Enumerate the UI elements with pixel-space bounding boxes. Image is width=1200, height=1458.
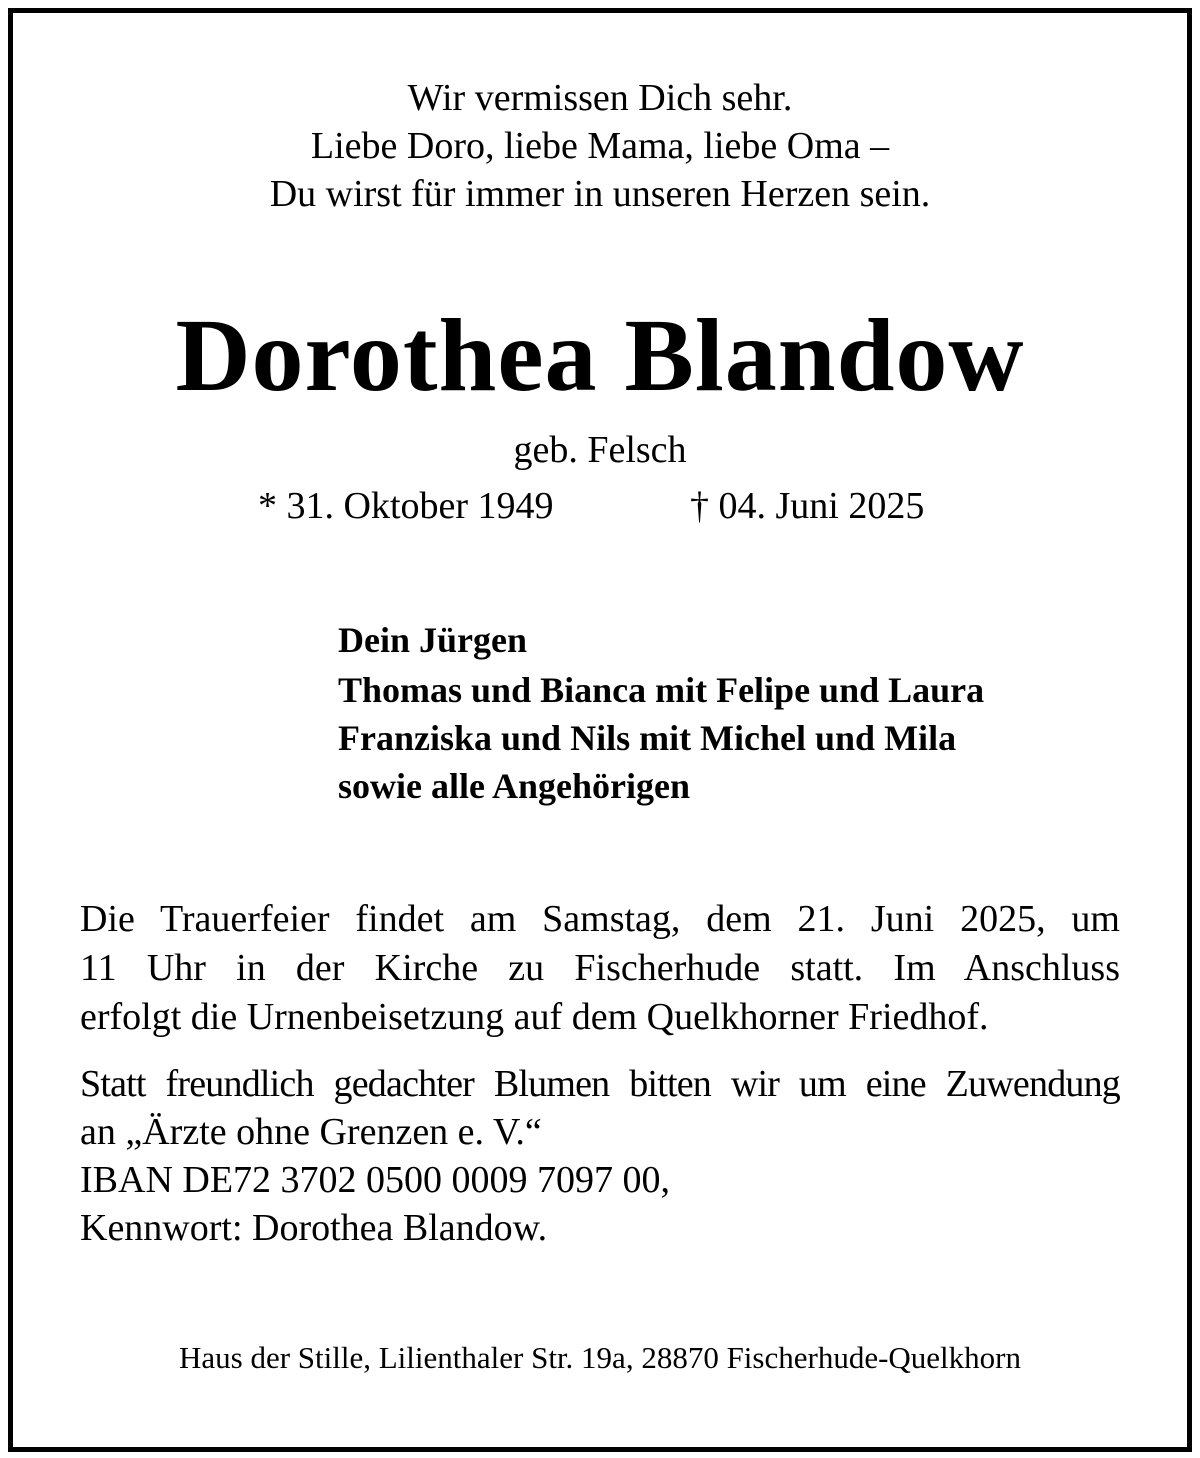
- service-line-2: 11 Uhr in der Kirche zu Fischerhude statt. Im Anschluss: [80, 947, 1120, 989]
- mourner-line-1: Dein Jürgen: [338, 620, 527, 660]
- maiden-name: geb. Felsch: [513, 429, 687, 471]
- service-line-1: Die Trauerfeier findet am Samstag, dem 21. Juni 2025, um: [80, 898, 1120, 940]
- donation-line-1: Statt freundlich gedachter Blumen bitten wir um eine Zuwendung: [80, 1063, 1120, 1105]
- footer-address: Haus der Stille, Lilienthaler Str. 19a, 28870 Fischerhude-Quelkhorn: [179, 1340, 1021, 1375]
- quote-line-3: Du wirst für immer in unseren Herzen sein.: [269, 173, 931, 215]
- quote-line-1: Wir vermissen Dich sehr.: [407, 77, 793, 119]
- death-date: † 04. Juni 2025: [690, 485, 925, 527]
- donation-iban: IBAN DE72 3702 0500 0009 7097 00,: [80, 1159, 671, 1201]
- mourner-line-4: sowie alle Angehörigen: [338, 766, 690, 806]
- birth-date: * 31. Oktober 1949: [258, 485, 554, 527]
- mourner-line-2: Thomas und Bianca mit Felipe und Laura: [338, 670, 985, 710]
- deceased-name: Dorothea Blandow: [175, 298, 1025, 413]
- donation-keyword: Kennwort: Dorothea Blandow.: [80, 1207, 548, 1249]
- service-line-3: erfolgt die Urnenbeisetzung auf dem Quelkhorner Friedhof.: [80, 996, 989, 1038]
- donation-line-2: an „Ärzte ohne Grenzen e. V.“: [80, 1111, 542, 1153]
- quote-line-2: Liebe Doro, liebe Mama, liebe Oma –: [310, 125, 890, 167]
- mourner-line-3: Franziska und Nils mit Michel und Mila: [338, 718, 957, 758]
